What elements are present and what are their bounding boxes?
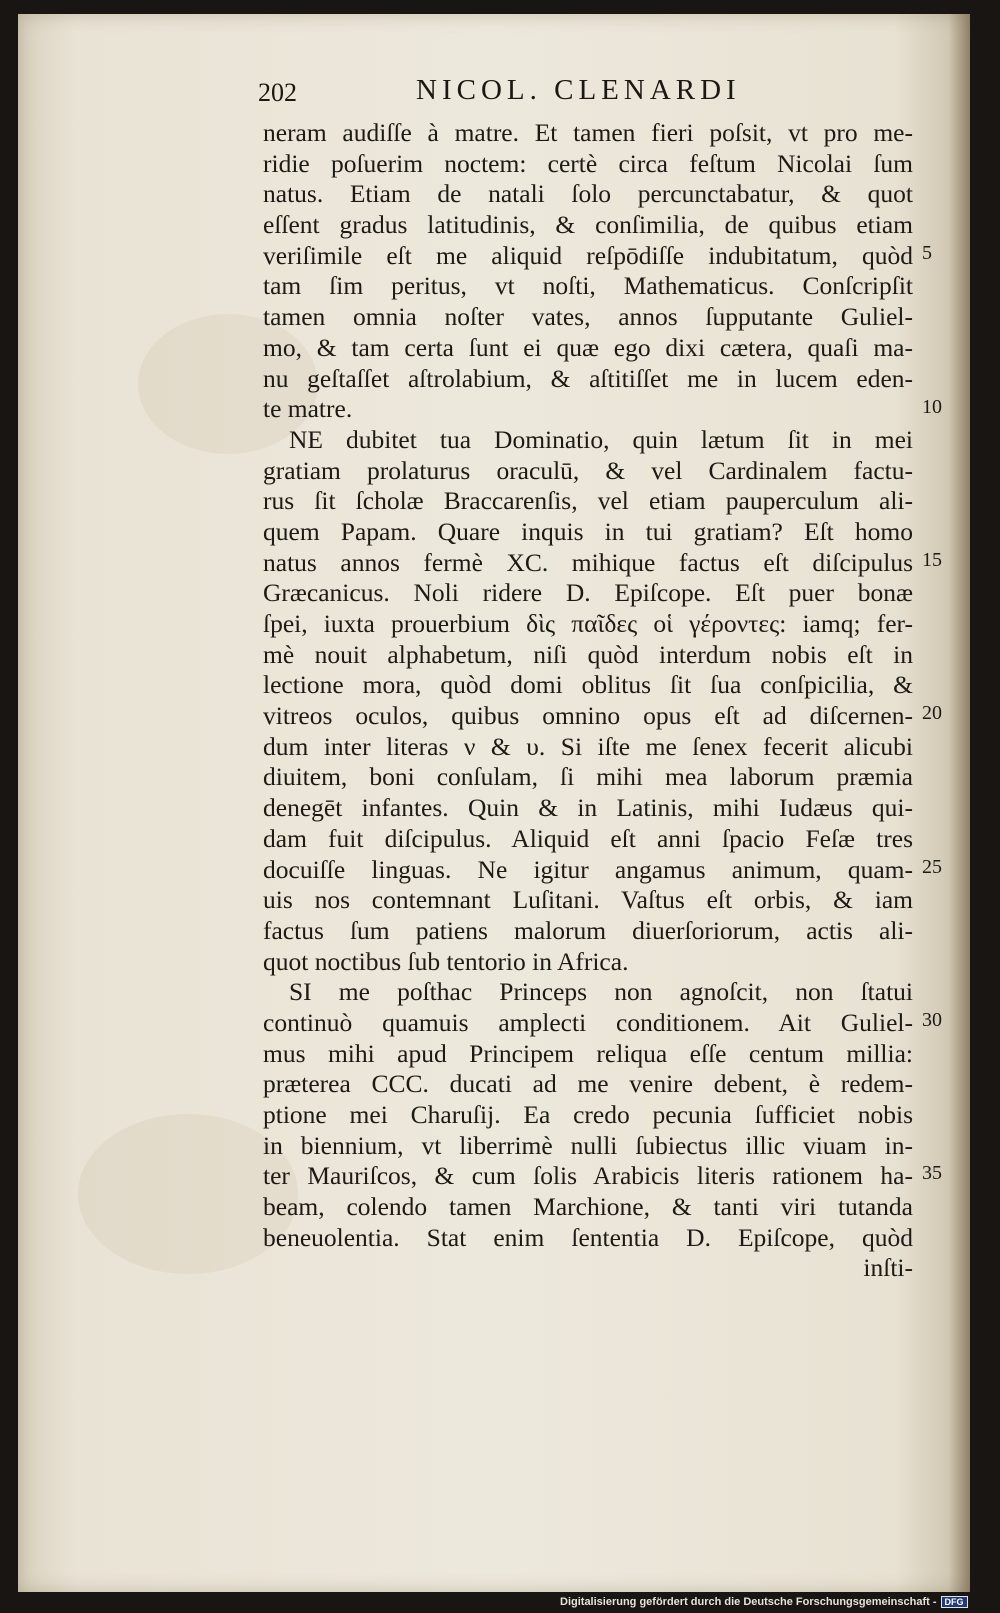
text-line: tamen omnia noſter vates, annos ſupputante Guliel- (263, 302, 913, 332)
paragraph-start-line: SI me poſthac Princeps non agnoſcit, non ſtatui (289, 977, 913, 1007)
text-line: dum inter literas ν & υ. Si iſte me ſenex fecerit alicubi (263, 731, 913, 761)
text-line: beneuolentia. Stat enim ſententia D. Epiſcope, quòd (263, 1222, 913, 1252)
text-line: factus ſum patiens malorum diuerſoriorum, actis ali- (263, 915, 913, 945)
text-line: ridie poſuerim noctem: certè circa feſtum Nicolai ſum (263, 148, 913, 178)
book-page (18, 14, 970, 1592)
paragraph-start-line: NE dubitet tua Dominatio, quin lætum ſit in mei (289, 424, 913, 454)
text-line: gratiam prolaturus oraculū, & vel Cardinalem factu- (263, 455, 913, 485)
text-line: mus mihi apud Principem reliqua eſſe centum millia: (263, 1038, 913, 1068)
running-title: NICOL. CLENARDI (416, 74, 741, 106)
line-number: 10 (922, 396, 942, 418)
text-line: beam, colendo tamen Marchione, & tanti viri tutanda (263, 1192, 913, 1222)
text-line: præterea CCC. ducati ad me venire debent, è redem- (263, 1069, 913, 1099)
line-number: 25 (922, 856, 942, 878)
text-line: quem Papam. Quare inquis in tui gratiam? Eſt homo (263, 516, 913, 546)
text-line: ſpei, iuxta prouerbium δὶς παῖδες οἱ γέροντες: iamq; fer- (263, 609, 913, 638)
text-line: denegēt infantes. Quin & in Latinis, mihi Iudæus qui- (263, 793, 913, 823)
text-line: nu geſtaſſet aſtrolabium, & aſtitiſſet me in lucem eden- (263, 363, 913, 393)
line-number: 30 (922, 1009, 942, 1031)
text-line: neram audiſſe à matre. Et tamen fieri poſsit, vt pro me- (263, 118, 913, 147)
text-line: in biennium, vt liberrimè nulli ſubiectus illic viuam in- (263, 1130, 913, 1160)
text-line: tam ſim peritus, vt noſti, Mathematicus. Conſcripſit (263, 271, 913, 301)
page-number: 202 (258, 78, 297, 107)
line-number: 5 (922, 242, 932, 264)
text-line: ptione mei Charuſij. Ea credo pecunia ſufficiet nobis (263, 1100, 913, 1129)
text-line: diuitem, boni conſulam, ſi mihi mea laborum præmia (263, 762, 913, 792)
digitization-credit (560, 1596, 968, 1608)
text-line: continuò quamuis amplecti conditionem. Ait Guliel- (263, 1007, 913, 1037)
line-number: 20 (922, 702, 942, 724)
line-number: 15 (922, 549, 942, 571)
body-text (263, 118, 913, 1284)
text-line: mè nouit alphabetum, niſi quòd interdum nobis eſt in (263, 639, 913, 669)
text-line: lectione mora, quòd domi oblitus ſit ſua conſpicilia, & (263, 670, 913, 700)
line-number: 35 (922, 1162, 942, 1184)
text-line: quot noctibus ſub tentorio in Africa. (263, 946, 629, 976)
text-line: eſſent gradus latitudinis, & conſimilia, de quibus etiam (263, 210, 913, 240)
credit-text: Digitalisierung gefördert durch die Deutsche Forschungsgemeinschaft - (560, 1596, 937, 1608)
text-line: mo, & tam certa ſunt ei quæ ego dixi cætera, quaſi ma- (263, 332, 913, 362)
text-line: ter Mauriſcos, & cum ſolis Arabicis literis rationem ha- (263, 1161, 913, 1191)
text-line: veriſimile eſt me aliquid reſpōdiſſe indubitatum, quòd (263, 240, 913, 270)
text-line: natus annos fermè XC. mihique factus eſt diſcipulus (263, 547, 913, 577)
text-line: Græcanicus. Noli ridere D. Epiſcope. Eſt puer bonæ (263, 578, 913, 608)
text-line: natus. Etiam de natali ſolo percunctabatur, & quot (263, 179, 913, 209)
text-line: rus ſit ſcholæ Braccarenſis, vel etiam pauperculum ali- (263, 486, 913, 516)
text-line: te matre. (263, 394, 353, 424)
dfg-logo-icon: DFG (941, 1596, 968, 1608)
text-line: vitreos oculos, quibus omnino opus eſt ad diſcernen- (263, 701, 913, 731)
text-line: dam fuit diſcipulus. Aliquid eſt anni ſpacio Feſæ tres (263, 823, 913, 853)
text-line: uis nos contemnant Luſitani. Vaſtus eſt orbis, & iam (263, 885, 913, 915)
catchword: inſti- (863, 1253, 913, 1283)
text-line: docuiſſe linguas. Ne igitur angamus animum, quam- (263, 854, 913, 884)
